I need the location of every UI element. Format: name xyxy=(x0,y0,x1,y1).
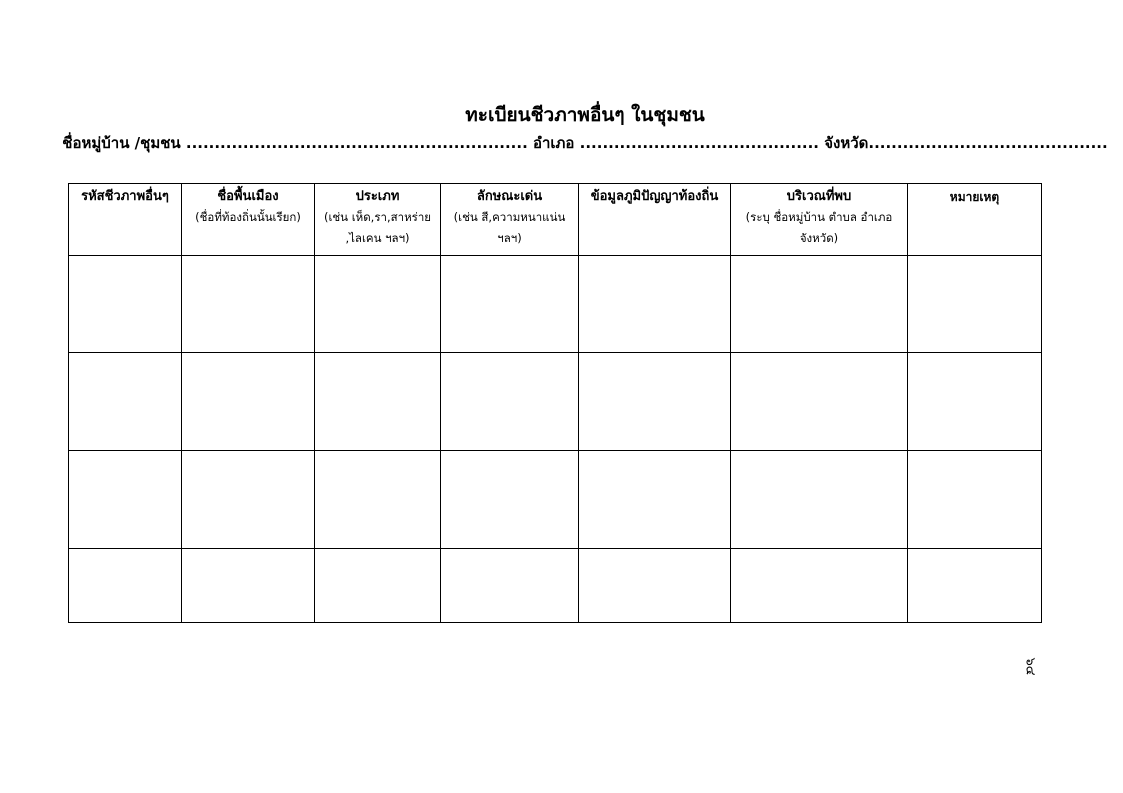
column-header-note: (ระบุ ชื่อหมู่บ้าน ตำบล อำเภอ จังหวัด) xyxy=(745,210,893,245)
table-cell xyxy=(182,256,315,353)
table-cell xyxy=(315,549,441,623)
table-cell xyxy=(441,549,579,623)
column-header-characteristics xyxy=(441,184,579,256)
table-cell xyxy=(315,353,441,451)
page-number: ๖๔ xyxy=(1022,657,1038,676)
table-row xyxy=(69,256,1042,353)
table-cell xyxy=(69,549,182,623)
column-header-note: (ชื่อที่ท้องถิ่นนั้นเรียก) xyxy=(195,210,301,224)
column-header-note: (เช่น เห็ด,รา,สาหร่าย ,ไลเคน ฯลฯ) xyxy=(323,210,432,245)
table-cell xyxy=(731,549,908,623)
column-header-label: ข้อมูลภูมิปัญญาท้องถิ่น xyxy=(590,189,719,204)
column-header-location-found xyxy=(731,184,908,256)
column-header-note: (เช่น สี,ความหนาแน่น ฯลฯ) xyxy=(453,210,566,245)
table-cell xyxy=(908,549,1042,623)
column-header-label: บริเวณที่พบ xyxy=(786,189,852,204)
table-cell xyxy=(579,549,731,623)
table-cell xyxy=(908,256,1042,353)
column-header-label: ลักษณะเด่น xyxy=(476,189,543,204)
table-cell xyxy=(315,256,441,353)
column-header-local-name xyxy=(182,184,315,256)
table-cell xyxy=(731,353,908,451)
table-cell xyxy=(182,549,315,623)
column-header-type xyxy=(315,184,441,256)
table-row xyxy=(69,549,1042,623)
column-header-label: รหัสชีวภาพอื่นๆ xyxy=(81,189,169,204)
table-cell xyxy=(69,451,182,549)
table-cell xyxy=(69,353,182,451)
table-cell xyxy=(69,256,182,353)
table-cell xyxy=(579,256,731,353)
document-title: ทะเบียนชีวภาพอื่นๆ ในชุมชน xyxy=(465,104,705,126)
table-cell xyxy=(182,451,315,549)
document-subtitle-fields: ชื่อหมู่บ้าน /ชุมชน ............................................................ อำเภอ .......................................... จังหวัด.......................................... xyxy=(62,134,1108,152)
column-header-remarks xyxy=(908,184,1042,256)
table-row xyxy=(69,451,1042,549)
table-header-row xyxy=(69,184,1042,256)
column-header-label: หมายเหตุ xyxy=(949,190,1000,204)
table-cell xyxy=(908,451,1042,549)
table-cell xyxy=(579,451,731,549)
table-cell xyxy=(731,256,908,353)
table-cell xyxy=(441,451,579,549)
column-header-label: ประเภท xyxy=(355,189,400,204)
table-cell xyxy=(441,353,579,451)
table-cell xyxy=(441,256,579,353)
biological-register-table xyxy=(68,183,1042,623)
table-cell xyxy=(182,353,315,451)
column-header-local-wisdom xyxy=(579,184,731,256)
column-header-label: ชื่อพื้นเมือง xyxy=(217,189,279,204)
table-cell xyxy=(908,353,1042,451)
column-header-code xyxy=(69,184,182,256)
table-row xyxy=(69,353,1042,451)
table-cell xyxy=(315,451,441,549)
table-cell xyxy=(579,353,731,451)
table-cell xyxy=(731,451,908,549)
